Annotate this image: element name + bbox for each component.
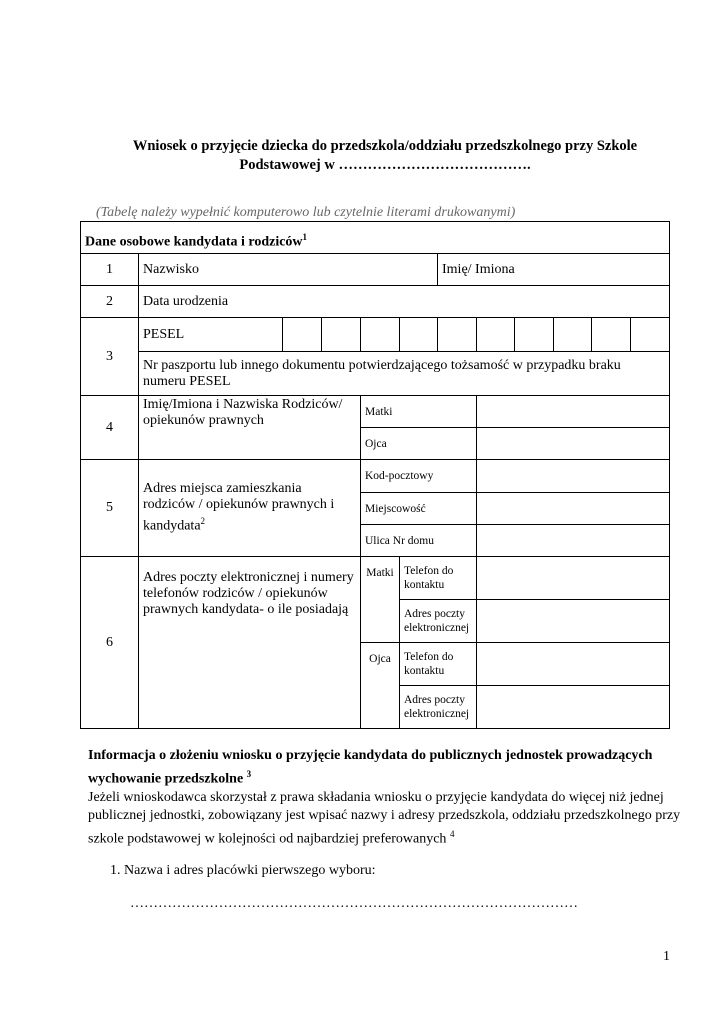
footnote-1: 1: [302, 232, 308, 243]
pesel-digit-box[interactable]: [592, 318, 631, 352]
row-4-number: 4: [81, 396, 139, 460]
row-6-number: 6: [81, 557, 139, 729]
mother-name-field[interactable]: [477, 396, 670, 428]
surname-field[interactable]: [139, 254, 438, 286]
father-name-label: Ojca: [361, 428, 477, 460]
mother-email-field[interactable]: [477, 600, 670, 643]
row-3-number: 3: [81, 318, 139, 396]
father-name-field[interactable]: [477, 428, 670, 460]
pesel-digit-box[interactable]: [554, 318, 592, 352]
father-phone-field[interactable]: [477, 643, 670, 686]
birth-date-field[interactable]: [139, 286, 670, 318]
first-choice-item: 1. Nazwa i adres placówki pierwszego wyboru:: [110, 863, 376, 878]
personal-data-table: [80, 221, 670, 729]
birth-date-label: Data urodzenia: [143, 293, 229, 309]
pesel-digit-box[interactable]: [361, 318, 400, 352]
title-line-2: Podstawowej w ………………………………….: [239, 157, 531, 173]
page-number: 1: [663, 949, 670, 964]
street-label: Ulica Nr domu: [361, 525, 477, 557]
pesel-label: PESEL: [139, 318, 283, 352]
footnote-3: 3: [246, 769, 252, 779]
father-email-label: Adres poczty elektronicznej: [400, 686, 477, 729]
father-email-field[interactable]: [477, 686, 670, 729]
info-heading: Informacja o złożeniu wniosku o przyjęcie kandydata do publicznych jednostek prowadzących wychowanie przedszkolne $^3$: [88, 748, 653, 787]
passport-field[interactable]: [139, 352, 670, 396]
city-label: Miejscowość: [361, 493, 477, 525]
title-line-1: Wniosek o przyjęcie dziecka do przedszkola/oddziału przedszkolnego przy Szkole: [132, 138, 638, 154]
father-phone-label: Telefon do kontaktu: [400, 643, 477, 686]
mother-phone-label: Telefon do kontaktu: [400, 557, 477, 600]
pesel-digit-box[interactable]: [477, 318, 515, 352]
fill-instruction: (Tabelę należy wypełnić komputerowo lub czytelnie literami drukowanymi): [96, 205, 516, 220]
pesel-digit-box[interactable]: [400, 318, 438, 352]
first-names-label: Imię/ Imiona: [442, 261, 515, 277]
mother-phone-field[interactable]: [477, 557, 670, 600]
first-choice-fill-line[interactable]: ……………………………………………………………………………………: [130, 896, 578, 911]
passport-label: Nr paszportu lub innego dokumentu potwierdzającego tożsamość w przypadku braku numeru PESEL: [143, 357, 621, 389]
row-1-number: 1: [81, 254, 139, 286]
city-field[interactable]: [477, 493, 670, 525]
pesel-digit-box[interactable]: [438, 318, 477, 352]
info-body: Jeżeli wnioskodawca skorzystał z prawa składania wniosku o przyjęcie kandydata do więcej niż jednej publicznej jednostki, zobowiązany jest wpisać nazwy i adresy przedszkola, oddziału przedszkolnego przy szkole podstawowej w kolejności od najbardziej preferowanych $^4$: [88, 789, 681, 847]
mother-email-label: Adres poczty elektronicznej: [400, 600, 477, 643]
table-header: Dane osobowe kandydata i rodziców$^1$: [81, 222, 670, 254]
postal-code-label: Kod-pocztowy: [361, 460, 477, 493]
pesel-digit-box[interactable]: [322, 318, 361, 352]
footnote-4: 4: [449, 828, 455, 839]
parents-names-label: Imię/Imiona i Nazwiska Rodziców/ opiekunów prawnych: [139, 396, 361, 460]
document-title: [90, 137, 680, 175]
info-section: [88, 747, 713, 848]
father-contact-label: Ojca: [361, 643, 400, 729]
mother-contact-label: Matki: [361, 557, 400, 643]
row-5-number: 5: [81, 460, 139, 557]
pesel-digit-box[interactable]: [515, 318, 554, 352]
street-field[interactable]: [477, 525, 670, 557]
pesel-digit-box[interactable]: [631, 318, 670, 352]
pesel-digit-box[interactable]: [283, 318, 322, 352]
surname-label: Nazwisko: [143, 261, 199, 277]
first-names-field[interactable]: [438, 254, 670, 286]
mother-name-label: Matki: [361, 396, 477, 428]
footnote-2: 2: [200, 516, 206, 527]
contact-info-label: Adres poczty elektronicznej i numery telefonów rodziców / opiekunów prawnych kandydata- o ile posiadają: [139, 557, 361, 729]
residence-address-label: Adres miejsca zamieszkania rodziców / opiekunów prawnych i kandydata$^2$: [139, 460, 361, 557]
row-2-number: 2: [81, 286, 139, 318]
postal-code-field[interactable]: [477, 460, 670, 493]
